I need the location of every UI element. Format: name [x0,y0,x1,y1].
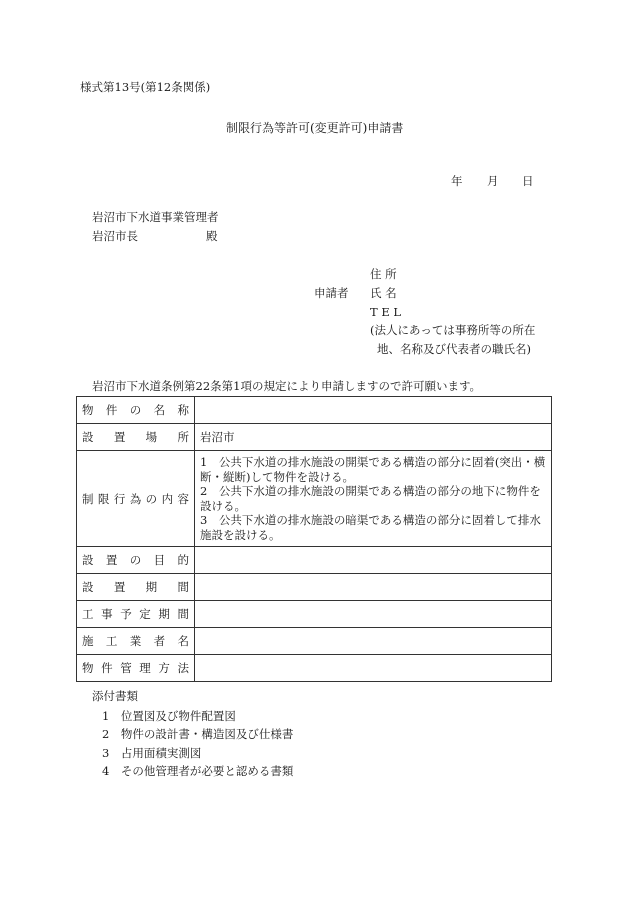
date-year-label: 年 [451,174,463,188]
date-day-label: 日 [522,174,534,188]
application-table [76,396,552,682]
form-number: 様式第13号(第12条関係) [80,80,211,94]
restricted-act-item-1: 1 公共下水道の排水施設の開渠である構造の部分に固着(突出・横断・縦断)して物件を設ける。 [200,455,546,484]
request-statement: 岩沼市下水道条例第22条第1項の規定により申請しますので許可願います。 [92,379,482,393]
addressee-honorific: 殿 [206,229,218,243]
attachments-heading: 添付書類 [92,689,138,703]
applicant-label: 申請者 [314,286,349,300]
row-label-purpose: 設置の目的 [77,547,195,574]
row-label-location: 設置場所 [77,424,195,451]
construction-period-field[interactable] [195,601,552,628]
table-row [77,424,552,451]
document-title: 制限行為等許可(変更許可)申請書 [226,121,404,135]
management-method-field[interactable] [195,655,552,682]
restricted-act-item-3: 3 公共下水道の排水施設の暗渠である構造の部分に固着して排水施設を設ける。 [200,513,541,542]
restricted-act-item-2: 2 公共下水道の排水施設の開渠である構造の部分の地下に物件を設ける。 [200,484,541,513]
row-label-object-name: 物件の名称 [77,397,195,424]
addressee-line1: 岩沼市下水道事業管理者 [92,210,219,224]
restricted-act-field[interactable] [195,451,552,547]
table-row [77,574,552,601]
addressee-line2: 岩沼市長 [92,229,138,243]
row-label-contractor: 施工業者名 [77,628,195,655]
applicant-tel-label: T E L [370,305,402,319]
table-row [77,601,552,628]
table-row [77,655,552,682]
table-row [77,547,552,574]
table-row [77,451,552,547]
attachment-item: 2 物件の設計書・構造図及び仕様書 [102,727,294,741]
applicant-note-line1: (法人にあっては事務所等の所在 [370,323,536,337]
attachment-item: 4 その他管理者が必要と認める書類 [102,764,294,778]
purpose-field[interactable] [195,547,552,574]
table-row [77,628,552,655]
applicant-name-label: 氏 名 [370,286,397,300]
row-label-restricted-act: 制限行為の内容 [77,451,195,547]
row-label-construction-period: 工事予定期間 [77,601,195,628]
contractor-field[interactable] [195,628,552,655]
applicant-address-label: 住 所 [370,267,397,281]
row-label-management-method: 物件管理方法 [77,655,195,682]
location-field[interactable]: 岩沼市 [195,424,552,451]
table-row [77,397,552,424]
applicant-note-line2: 地、名称及び代表者の職氏名) [377,342,531,356]
attachment-item: 1 位置図及び物件配置図 [102,709,236,723]
object-name-field[interactable] [195,397,552,424]
date-month-label: 月 [487,174,499,188]
row-label-period: 設置期間 [77,574,195,601]
period-field[interactable] [195,574,552,601]
attachment-item: 3 占用面積実測図 [102,746,202,760]
